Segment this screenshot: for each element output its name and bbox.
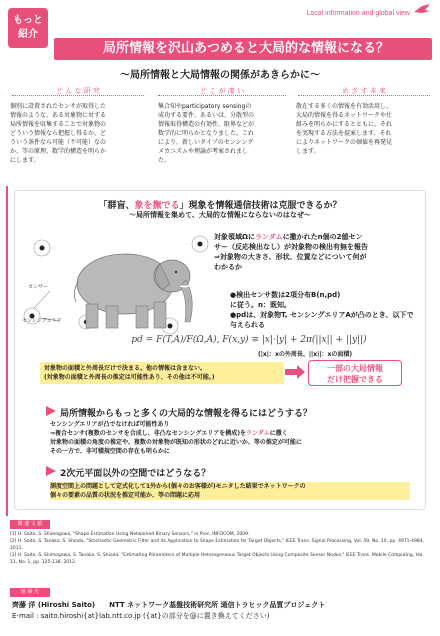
p1-line3: ⇒対象物の大きさ、形状、位置などについて何が [214,253,367,261]
s3-line2: 個々の要素の品質の状況を推定可能か、等の問題に応用 [50,491,410,500]
p2-line3: ●pdは、対象物T, センシングエリアAが凸のとき、以下で与えられる [230,311,414,329]
question-title-pre: 「群盲、 [98,201,135,211]
area-perimeter-note [40,362,284,384]
reference-item: [1] H. Saito, S. Shimogawa, "Shape Estimation Using Networked Binary Sensors," in Proc. INFOCOM, 2009. [10,532,250,537]
formula-note: (|x|：xの外周長、||x||：xの面積) [258,351,353,358]
references-heading: 関 連 文 献 [10,520,50,529]
accent-left-bar [6,186,8,516]
p1-line4: わかるか [214,263,242,271]
sensor-dot-icon [192,236,208,252]
elephant-icon [74,254,192,328]
arrow-right-icon [285,365,305,379]
text-line: により、新しいタイプのセンシング [158,139,254,146]
elephant-sensor-illustration [20,226,220,346]
text-line: 集合知やparticipatory sensingの [158,103,252,110]
column-text-research [10,102,146,165]
contact-heading: 連 絡 先 [10,588,50,597]
column-text-future [296,102,432,156]
probability-formula: pd = F(T,A)/F(Ω,A), F(x,y) ≡ |x|·|y| + 2π(||x|| + ||y||) [131,335,367,345]
text-line: 局所情報を収集することで対象物の [10,121,107,128]
s3-line1: 測度空間上の問題として定式化して1外から(個々のお客様が)モニタした結果でネットワークの [50,482,410,491]
p1-line2: サー（反応検出なし）が対象物の検出有無を報告 [214,243,368,251]
page-subtitle: 〜局所情報と大局情報の関係があきらかに〜 [120,70,320,81]
p1-post: に撒かれたn個の2値セン [282,233,363,241]
s2-line2-accent: ランダム [245,430,270,437]
point-binomial [230,290,420,330]
contact-email[interactable]: E-mail : saito.hiroshi{at}lab.ntt.co.jp ({at}の部分を@に置き換えてください) [12,612,270,620]
section-marker-icon [46,466,56,476]
column-heading-future: め ざ す 未 来 [298,86,430,96]
references-list [10,531,430,566]
text-line: を実現する方法を提案します。それ [296,130,392,137]
section3-title: 2次元平面以外の空間ではどうなる？ [60,469,211,479]
logo-line-2: 紹介 [18,29,38,40]
bird-icon [412,2,432,20]
question-title-post: 」現象を情報通信技術は克服できるか？ [179,201,342,211]
text-line: にします。 [10,157,40,164]
text-line: 散在する多くの情報を有効活用し、 [296,103,393,110]
sensing-area-label: センシングエリア [22,318,62,324]
s2-line2-post: に撒く [269,430,288,437]
text-line: 情報取得構造の有効性、限界などが [158,121,255,128]
p2-line2: に従う。n：既知。 [230,301,291,309]
text-line: どういう情報なら把握し得るか、ど [10,130,107,137]
p2-line1: ●検出センサ数は2項分布B(n,pd) [230,291,341,299]
text-line: 組みを明らかにするとともに、それ [296,121,393,128]
text-line: によりネットワークの価値を再発見 [296,139,393,146]
section2-text [50,420,410,456]
logo-line-1: もっと [13,15,43,26]
text-line: メカニズムや理論が考案されまし [158,148,249,155]
reference-item: [2] H. Saito, S. Tanaka, S. Shioda, "Stochastic Geometric Filter and its Application to Shape Estimation for Target Objects," IEEE Trans. Signal Processing, Vol. 59, No. 10, pp. 4971-4984, 2011. [10,539,425,551]
p1-accent: ランダム [254,233,283,241]
header-tagline: Local information and global view [306,10,410,17]
s2-line4: その一方で、非可積規空間の存在も明らかに [50,448,170,455]
note-line1: 対象物の面積と外周長だけで決まる。他の情報は含まない。 [44,365,207,372]
sensor-dot-icon [34,240,50,256]
s2-line2-pre: ⇒複合センサ(複数のセンサを合成し、非凸なセンシングエリアを構成)を [50,430,246,437]
question-title-accent: 象を撫でる [134,201,180,211]
p1-pre: 対象領域Ωに [214,233,255,241]
text-line: た。 [158,157,171,164]
page-title: 局所情報を沢山あつめると大局的な情報になる？ [102,41,389,56]
section3-text [50,482,410,500]
column-heading-strength: ど こ が 凄 い [158,86,286,96]
text-line: 大局的情報を得るネットワークや仕 [296,112,393,119]
text-line: か、等の原理、数学的構造を明らか [10,148,107,155]
header-logo [8,8,48,48]
section2-title: 局所情報からもっと多くの大局的な情報を得るにはどうする？ [60,409,313,419]
text-line: します。 [296,148,320,155]
section-marker-icon [46,406,56,416]
point-random-sensors [214,232,414,272]
text-line: 情報のような、ある対象物に対する [10,112,107,119]
text-line: 成功する要件、あるいは、分散型の [158,112,255,119]
column-text-strength [158,102,290,165]
text-line: ういう条件なら可能（不可能）なの [10,139,107,146]
result-line1: 一部の大局情報 [327,364,383,373]
partial-global-info-box [308,360,402,386]
text-line: 数学的に明らかとなりました。これ [158,130,255,137]
contact-name: 齊藤 洋 (Hiroshi Saito) NTT ネットワーク基盤技術研究所 通信トラヒック品質プロジェクト [12,601,326,609]
result-line2: だけ把握できる [327,375,383,384]
reference-item: [3] H. Saito, S. Shimogawa, S. Tanaka, S. Shioda, "Estimating Parameters of Multiple Heterogeneous Target Objects Using Composite Sensor Nodes," IEEE Trans. Mobile Computing, Vol. 11, No. 1, pp. 125-138, 2012. [10,553,424,565]
sensor-label: センサー [28,284,49,290]
s2-line3: 対象物の面積の角度の推定や、複数の対象物が既知の形状のどれに近いか、等の推定が可能に [50,439,302,446]
s2-line1: センシングエリアが凸でなければ可能性あり [50,421,170,428]
column-heading-research: ど ん な 研 究 [12,86,144,96]
note-line2: (対象物の面積と外周長の推定は可能性あり、その他は不可能。) [44,374,215,381]
question-subtitle: 〜局所情報を集めて、大局的な情報にならないのはなぜ〜 [129,211,311,219]
text-line: 個別に設置されたセンサが取得した [10,103,107,110]
